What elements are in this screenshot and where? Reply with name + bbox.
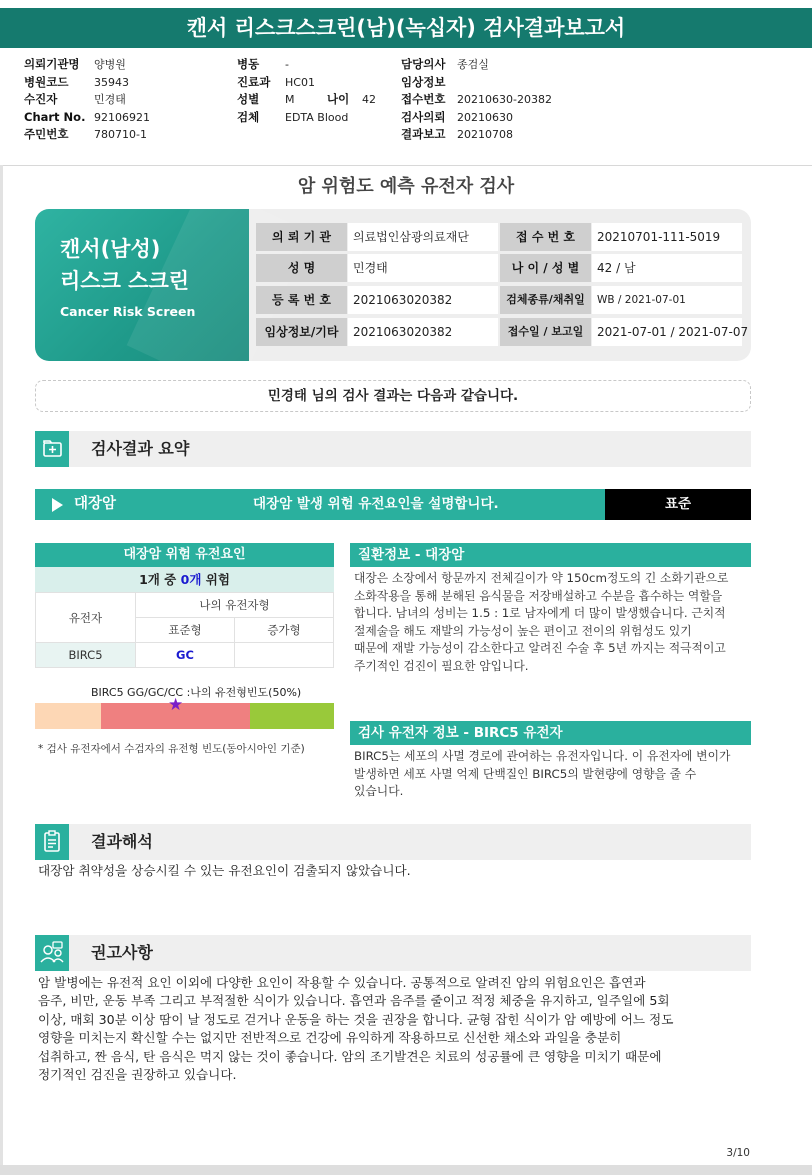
field-value: 의료법인삼광의료재단 xyxy=(348,223,498,251)
field-label: 임상정보/기타 xyxy=(256,318,347,346)
field-label: 검체종류/채취일 xyxy=(500,286,591,314)
text-line: 음주, 비만, 운동 부족 그리고 부적절한 식이가 있습니다. 흡연과 음주를 줄이고 적정 체중을 유지하고, 일주일에 5회 xyxy=(38,993,670,1009)
field-value: 2021063020382 xyxy=(348,318,498,346)
section-title: 권고사항 xyxy=(91,943,153,962)
field-value: 42 / 남 xyxy=(592,254,742,282)
field-label: 접수일 / 보고일 xyxy=(500,318,591,346)
text-line: 대장은 소장에서 항문까지 전체길이가 약 150cm정도의 긴 소화기관으로 xyxy=(354,571,729,585)
risk-count: 0개 xyxy=(180,572,202,587)
text-line: 영향을 미치는지 확신할 수는 없지만 전반적으로 건강에 유익하게 작용하므로 신선한 채소와 과일을 충분히 xyxy=(38,1030,622,1046)
play-triangle-icon xyxy=(52,498,63,512)
table-title: 대장암 위험 유전요인 xyxy=(35,543,334,567)
product-title xyxy=(60,233,189,297)
meta-label: 나이 xyxy=(327,92,350,107)
text-line: 정기적인 검진을 권장하고 있습니다. xyxy=(38,1067,237,1083)
cancer-type-bar xyxy=(35,489,751,520)
patient-meta-col2 xyxy=(237,56,376,126)
text-line: 절제술을 해도 재발의 가능성이 높은 편이고 전이의 위험성도 있기 xyxy=(354,623,692,638)
field-label: 등 록 번 호 xyxy=(256,286,347,314)
gene-info-body xyxy=(354,748,751,801)
clipboard-icon xyxy=(35,824,69,860)
increased-genotype xyxy=(235,643,334,668)
meta-label: 임상정보 xyxy=(401,74,446,89)
page-bottom-border xyxy=(0,1165,812,1175)
meta-label: 검사의뢰 xyxy=(401,109,446,124)
standard-header: 표준형 xyxy=(136,618,235,643)
summary-pre: 1개 중 xyxy=(139,572,181,587)
meta-value: 780710-1 xyxy=(94,128,147,142)
gene-info-header: 검사 유전자 정보 - BIRC5 유전자 xyxy=(350,721,751,745)
product-subtitle: Cancer Risk Screen xyxy=(60,304,196,319)
field-value: 민경태 xyxy=(348,254,498,282)
recommendation-text xyxy=(38,974,750,1084)
section-title: 검사결과 요약 xyxy=(91,439,190,458)
cancer-name: 대장암 xyxy=(74,496,117,512)
page-number: 3/10 xyxy=(726,1147,750,1159)
field-label: 나 이 / 성 별 xyxy=(500,254,591,282)
risk-factor-table xyxy=(35,543,334,668)
patient-meta-col1 xyxy=(24,56,150,144)
meta-label: 주민번호 xyxy=(24,127,69,142)
field-label: 성 명 xyxy=(256,254,347,282)
cancer-description: 대장암 발생 위험 유전요인을 설명합니다. xyxy=(253,496,499,512)
text-line: 이상, 매회 30분 이상 땀이 날 정도로 걷거나 운동을 하는 것을 권장을 합니다. 균형 잡힌 식이가 암 예방에 어느 정도 xyxy=(38,1011,674,1027)
genotype-table xyxy=(35,592,334,668)
my-genotype-header: 나의 유전자형 xyxy=(136,593,334,618)
section-title: 결과해석 xyxy=(91,832,153,851)
text-line: 때문에 재발 가능성이 감소한다고 알려진 수술 후 5년 까지는 적극적이고 xyxy=(354,641,726,656)
product-title-line1: 캔서(남성) xyxy=(60,237,161,261)
meta-value: HC01 xyxy=(285,75,315,89)
meta-label: 검체 xyxy=(237,109,260,124)
meta-label: 결과보고 xyxy=(401,127,446,142)
meta-label: 성별 xyxy=(237,92,260,107)
patient-info-card xyxy=(35,209,751,361)
standard-genotype: GC xyxy=(136,643,235,668)
section-summary xyxy=(35,431,751,467)
frequency-caption: BIRC5 GG/GC/CC :나의 유전형빈도(50%) xyxy=(91,686,302,699)
meta-label: 담당의사 xyxy=(401,57,446,71)
field-label: 의 뢰 기 관 xyxy=(256,223,347,251)
field-label: 접 수 번 호 xyxy=(500,223,591,251)
field-value: 2021-07-01 / 2021-07-07 xyxy=(592,318,742,346)
text-line: 섭취하고, 짠 음식, 탄 음식은 먹지 않는 것이 좋습니다. 암의 조기발견은 치료의 성공률에 큰 영향을 미치기 때문에 xyxy=(38,1048,662,1064)
meta-value: 양병원 xyxy=(94,58,126,71)
interpretation-text: 대장암 취약성을 상승시킬 수 있는 유전요인이 검출되지 않았습니다. xyxy=(38,863,411,878)
product-banner xyxy=(35,209,249,361)
product-title-line2: 리스크 스크린 xyxy=(60,269,190,293)
increased-header: 증가형 xyxy=(235,618,334,643)
report-title: 캔서 리스크스크린(남)(녹십자) 검사결과보고서 xyxy=(0,8,812,48)
gene-header: 유전자 xyxy=(36,593,136,643)
meta-label: 진료과 xyxy=(237,74,271,89)
meta-label: 접수번호 xyxy=(401,92,446,107)
divider xyxy=(0,165,812,166)
disease-info-body xyxy=(354,570,751,676)
frequency-segment-low xyxy=(35,703,101,729)
text-line: 있습니다. xyxy=(354,784,404,799)
page-heading: 암 위험도 예측 유전자 검사 xyxy=(297,176,515,197)
frequency-bar xyxy=(35,703,334,729)
meta-label: Chart No. xyxy=(24,109,86,124)
meta-value: 42 xyxy=(362,93,376,107)
text-line: 발생하면 세포 사멸 억제 단백질인 BIRC5의 발현량에 영향을 줄 수 xyxy=(354,766,697,781)
star-icon: ★ xyxy=(168,695,184,715)
meta-value: 35943 xyxy=(94,75,129,89)
meta-label: 병원코드 xyxy=(24,74,69,89)
text-line: 주기적인 검진이 필요한 암입니다. xyxy=(354,658,529,673)
field-value: 20210701-111-5019 xyxy=(592,223,742,251)
meta-value: 민경태 xyxy=(94,93,126,107)
page-side-border xyxy=(0,165,3,1170)
meta-label: 의뢰기관명 xyxy=(24,57,80,71)
section-recommendation xyxy=(35,935,751,971)
meta-value: 20210708 xyxy=(457,128,513,142)
text-line: BIRC5는 세포의 사멸 경로에 관여하는 유전자입니다. 이 유전자에 변이가 xyxy=(354,749,731,763)
risk-summary xyxy=(35,567,334,592)
meta-value: 92106921 xyxy=(94,110,150,124)
meta-value: 20210630 xyxy=(457,110,513,124)
consultation-icon xyxy=(35,935,69,971)
meta-value: - xyxy=(285,58,289,71)
meta-value: M xyxy=(285,93,295,107)
meta-value: EDTA Blood xyxy=(285,110,349,124)
field-value: 2021063020382 xyxy=(348,286,498,314)
text-line: 소화작용을 통해 분해된 음식물을 저장배설하고 수분을 흡수하는 역할을 xyxy=(354,588,723,603)
meta-value: 종검실 xyxy=(457,58,489,71)
frequency-footnote: * 검사 유전자에서 수검자의 유전형 빈도(동아시아인 기준) xyxy=(38,743,305,755)
meta-value: 20210630-20382 xyxy=(457,93,552,107)
text-line: 합니다. 남녀의 성비는 1.5 : 1로 남자에게 더 많이 발생했습니다. 근치적 xyxy=(354,606,726,621)
meta-label: 수진자 xyxy=(24,92,58,107)
text-line: 암 발병에는 유전적 요인 이외에 다양한 요인이 작용할 수 있습니다. 공통적으로 알려진 암의 위험요인은 흡연과 xyxy=(38,975,646,990)
field-value: WB / 2021-07-01 xyxy=(592,286,742,314)
disease-info-header: 질환정보 - 대장암 xyxy=(350,543,751,567)
frequency-segment-high xyxy=(250,703,334,729)
summary-post: 위험 xyxy=(201,572,230,587)
meta-label: 병동 xyxy=(237,57,260,71)
folder-plus-icon xyxy=(35,431,69,467)
gene-name: BIRC5 xyxy=(36,643,136,668)
patient-meta-col3 xyxy=(401,56,552,144)
section-interpretation xyxy=(35,824,751,860)
result-notice: 민경태 님의 검사 결과는 다음과 같습니다. xyxy=(35,380,751,412)
risk-status-badge: 표준 xyxy=(605,489,751,520)
